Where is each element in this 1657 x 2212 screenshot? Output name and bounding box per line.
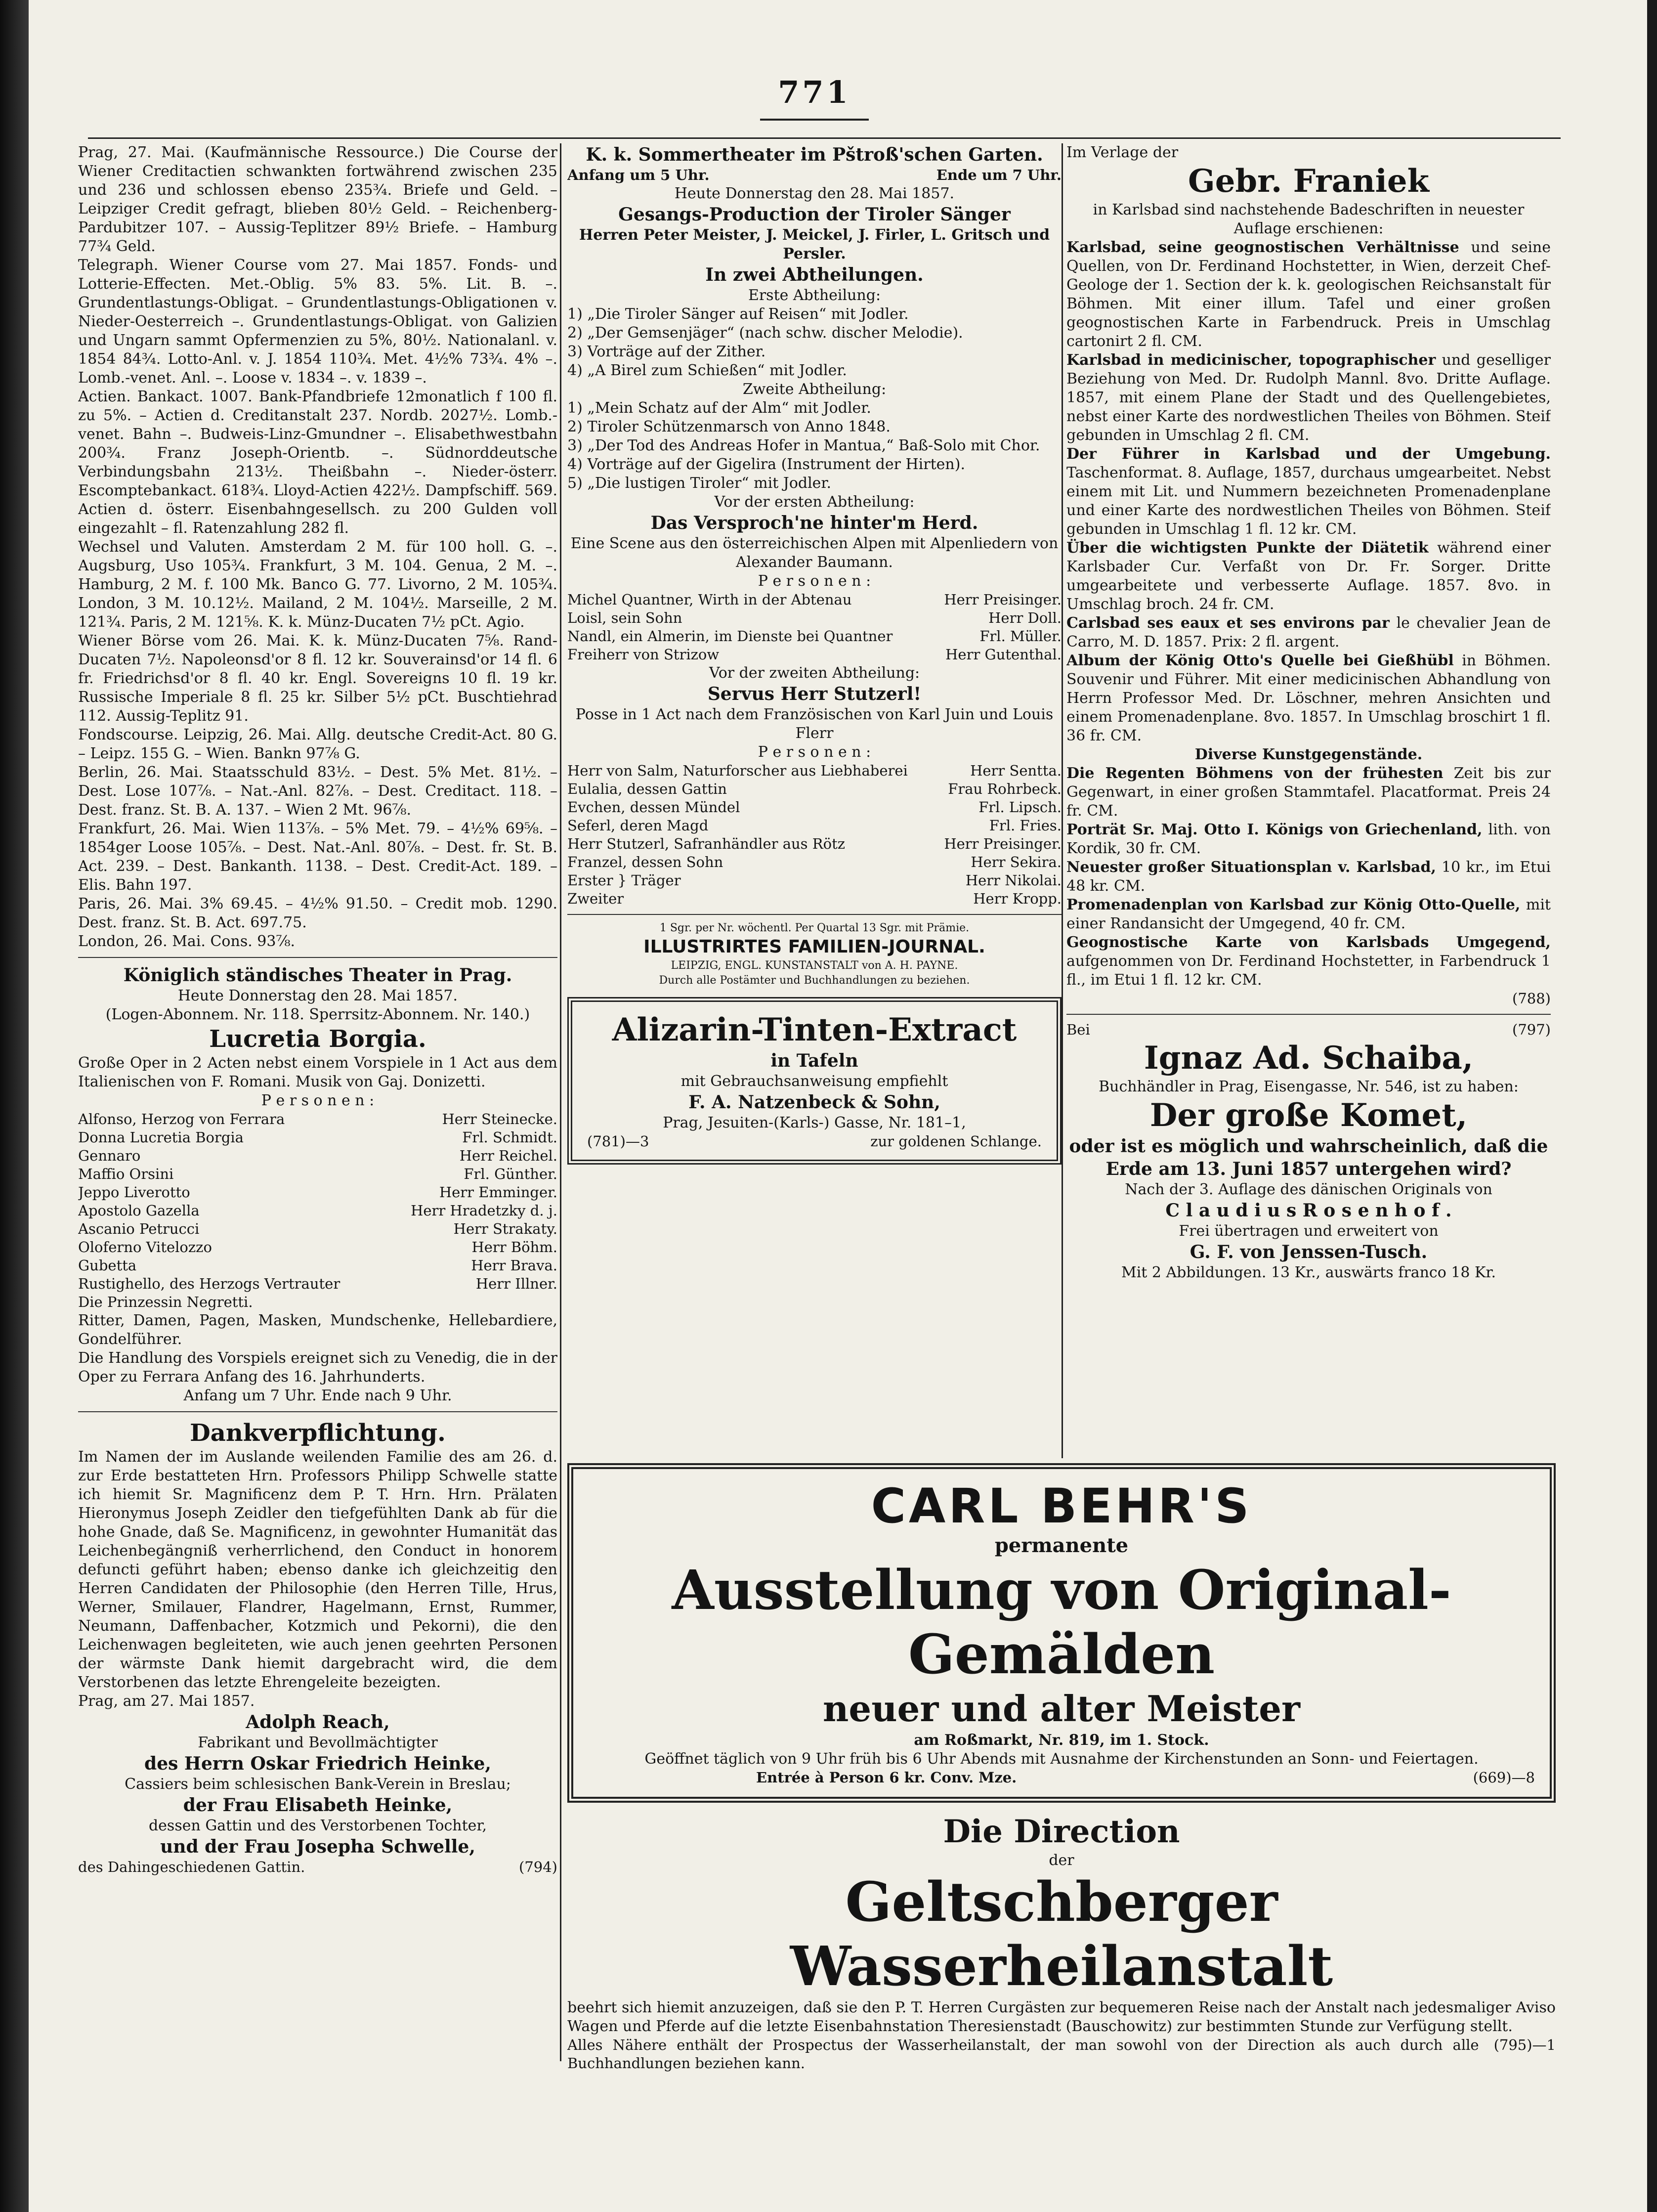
book-item: Über die wichtigsten Punkte der Diätetik während einer Karlsbader Cur. Verfaßt von Dr. Fr. Sorger. Dritte umgearbeitete und verbesserte Auflage. 1857. 8vo. in Umschlag broch. 24 fr. CM. bbox=[1066, 539, 1551, 613]
cast-row: Ascanio Petrucci Herr Strakaty. bbox=[78, 1220, 557, 1237]
book-item: Neuester großer Situationsplan v. Karlsbad, 10 kr., im Etui 48 kr. CM. bbox=[1066, 859, 1551, 895]
cast-row: Zweiter Herr Kropp. bbox=[567, 890, 1062, 907]
comet-source: Nach der 3. Auflage des dänischen Originals von bbox=[1125, 1181, 1492, 1198]
book-list bbox=[1066, 238, 1551, 990]
ink-address: Prag, Jesuiten-(Karls-) Gasse, Nr. 181–1, bbox=[663, 1114, 966, 1131]
cast-row: Donna Lucretia Borgia Frl. Schmidt. bbox=[78, 1129, 557, 1146]
play2-title: Servus Herr Stutzerl! bbox=[707, 684, 922, 704]
cast-row: Rustighello, des Herzogs Vertrauter Herr Illner. bbox=[78, 1275, 557, 1292]
cast-row: Michel Quantner, Wirth in der Abtenau Herr Preisinger. bbox=[567, 591, 1062, 608]
book-item: Die Regenten Böhmens von der frühesten Zeit bis zur Gegenwart, in einer großen Stammtafel. Placatformat. Preis 24 fr. CM. bbox=[1066, 765, 1551, 820]
publisher-ad bbox=[1066, 143, 1551, 1008]
market-telegraph: Telegraph. Wiener Course vom 27. Mai 1857. Fonds- und Lotterie-Effecten. Met.-Oblig. 5% 83. 5%. Lit. B. –. Grundentlastungs-Obligat. – Grundentlastungs-Obligationen v. Nieder-Oesterreich –. Grundentlastungs-Obligat. von Galizien und Ungarn sammt Opfermenzien zu 5%, 80½. Nationalanl. v. 1854 84¾. Lotto-Anl. v. J. 1854 110¾. Met. 4½% 73¾. 4% –. Lomb.-venet. Anl. –. Loose v. 1834 –. v. 1839 –. bbox=[78, 257, 557, 387]
cast-row: Erster } Träger Herr Nikolai. bbox=[567, 872, 1062, 889]
comet-author: C l a u d i u s R o s e n h o f . bbox=[1165, 1200, 1452, 1221]
thanks-signer: Adolph Reach, bbox=[246, 1712, 390, 1733]
book-item: Porträt Sr. Maj. Otto I. Königs von Griechenland, lith. von Kordik, 30 fr. CM. bbox=[1066, 821, 1551, 857]
wasserheilanstalt-ad bbox=[567, 1813, 1556, 2073]
publisher-subtitle: in Karlsbad sind nachstehende Badeschriften in neuester Auflage erschienen: bbox=[1093, 201, 1525, 237]
opera-title: Lucretia Borgia. bbox=[209, 1025, 426, 1053]
play1-description: Eine Scene aus den österreichischen Alpen mit Alpenliedern von Alexander Baumann. bbox=[570, 535, 1059, 571]
cast-heading: P e r s o n e n : bbox=[261, 1092, 375, 1109]
thanks-signer: und der Frau Josepha Schwelle, bbox=[160, 1836, 475, 1857]
newspaper-page bbox=[29, 0, 1647, 2212]
market-prag: Prag, 27. Mai. (Kaufmännische Ressource.) Die Course der Wiener Creditactien schwankten fortwährend zwischen 235 und 236 und schlossen ebenso 235¾. Briefe und Geld. – Leipziger Credit gefragt, blieben 80½ Geld. – Reichenberg-Pardubitzer 107. – Aussig-Teplitzer 89½ Briefe. – Hamburg 77¾ Geld. bbox=[78, 144, 557, 255]
comet-ad-header: Bei (797) bbox=[1066, 1021, 1551, 1038]
book-section-heading: Diverse Kunstgegenstände. bbox=[1194, 746, 1423, 763]
cast-list bbox=[78, 1110, 557, 1311]
thanks-signer: des Herrn Oskar Friedrich Heinke, bbox=[144, 1753, 491, 1774]
ink-recommend: mit Gebrauchsanweisung empfiehlt bbox=[680, 1073, 948, 1090]
book-item: Carlsbad ses eaux et ses environs par le chevalier Jean de Carro, M. D. 1857. Prix: 2 fl. argent. bbox=[1066, 614, 1551, 651]
program-item: 5) „Die lustigen Tiroler“ mit Jodler. bbox=[567, 475, 832, 492]
theater-date: Heute Donnerstag den 28. Mai 1857. bbox=[177, 987, 458, 1004]
program-item: 1) „Mein Schatz auf der Alm“ mit Jodler. bbox=[567, 399, 871, 417]
cast-row: Herr Stutzerl, Safranhändler aus Rötz Herr Preisinger. bbox=[567, 835, 1062, 852]
ink-firm: F. A. Natzenbeck & Sohn, bbox=[688, 1092, 940, 1113]
thanks-signer-role: Fabrikant und Bevollmächtigter bbox=[198, 1734, 438, 1751]
cast-row: Freiherr von Strizow Herr Gutenthal. bbox=[567, 646, 1062, 663]
ink-title: Alizarin-Tinten-Extract bbox=[612, 1011, 1017, 1048]
comet-question: oder ist es möglich und wahrscheinlich, daß die Erde am 13. Juni 1857 untergehen wird? bbox=[1069, 1136, 1548, 1179]
summer-date: Heute Donnerstag den 28. Mai 1857. bbox=[674, 185, 955, 202]
program-item: 4) „A Birel zum Schießen“ mit Jodler. bbox=[567, 362, 847, 379]
header-rule bbox=[88, 137, 1561, 139]
first-part-label: Erste Abtheilung: bbox=[748, 287, 881, 304]
comet-price: Mit 2 Abbildungen. 13 Kr., auswärts franco 18 Kr. bbox=[1121, 1264, 1496, 1281]
bottom-ads bbox=[567, 1463, 1556, 2073]
cast-row: Seferl, deren Magd Frl. Fries. bbox=[567, 817, 1062, 834]
cast-row: Gubetta Herr Brava. bbox=[78, 1257, 557, 1274]
cast-row: Alfonso, Herzog von Ferrara Herr Steinecke. bbox=[78, 1111, 557, 1128]
cast-row: Apostolo Gazella Herr Hradetzky d. j. bbox=[78, 1202, 557, 1219]
ink-ad bbox=[567, 997, 1062, 1165]
summer-performers: Herren Peter Meister, J. Meickel, J. Firler, L. Gritsch und Persler. bbox=[579, 226, 1050, 262]
program-item: 2) „Der Gemsenjäger“ (nach schw. discher Melodie). bbox=[567, 324, 963, 342]
second-part-label: Zweite Abtheilung: bbox=[742, 381, 887, 398]
comet-title: Der große Komet, bbox=[1149, 1097, 1468, 1134]
thanks-signer-role: Cassiers beim schlesischen Bank-Verein in Breslau; bbox=[125, 1776, 511, 1793]
carl-behr-exhibition: Ausstellung von Original-Gemälden bbox=[672, 1558, 1451, 1686]
wasserheilanstalt-footer: Alles Nähere enthält der Prospectus der Wasserheilanstalt, der man sowohl von der Direction als auch durch alle Buchhandlungen beziehen kann. (795)—1 bbox=[567, 2037, 1556, 2072]
journal-availability: Durch alle Postämter und Buchhandlungen zu beziehen. bbox=[659, 974, 970, 987]
carl-behr-name: CARL BEHR'S bbox=[871, 1478, 1252, 1534]
bookseller-name: Ignaz Ad. Schaiba, bbox=[1144, 1040, 1474, 1077]
thanks-signer-role: dessen Gattin und des Verstorbenen Tochter, bbox=[148, 1817, 487, 1834]
journal-title: ILLUSTRIRTES FAMILIEN-JOURNAL. bbox=[643, 937, 985, 957]
program-item: 1) „Die Tiroler Sänger auf Reisen“ mit Jodler. bbox=[567, 305, 909, 323]
cast-row: Franzel, dessen Sohn Herr Sekira. bbox=[567, 854, 1062, 870]
opera-extras: Ritter, Damen, Pagen, Masken, Mundschenke, Hellebardiere, Gondelführer. bbox=[78, 1312, 557, 1348]
direction-title: Die Direction bbox=[943, 1813, 1180, 1850]
cast-row: Herr von Salm, Naturforscher aus Liebhaberei Herr Sentta. bbox=[567, 762, 1062, 779]
summer-parts: In zwei Abtheilungen. bbox=[705, 264, 924, 285]
cast-row: Jeppo Liverotto Herr Emminger. bbox=[78, 1184, 557, 1201]
market-leipzig: Fondscourse. Leipzig, 26. Mai. Allg. deutsche Credit-Act. 80 G. – Leipz. 155 G. – Wien. Bankn 97⅞ G. bbox=[78, 726, 557, 762]
cast-row: Gennaro Herr Reichel. bbox=[78, 1147, 557, 1164]
before-first-label: Vor der ersten Abtheilung: bbox=[714, 493, 915, 511]
publisher-name: Gebr. Franiek bbox=[1188, 163, 1429, 200]
journal-ad bbox=[567, 921, 1062, 988]
carl-behr-ad bbox=[567, 1463, 1556, 1803]
column-left bbox=[78, 143, 557, 2081]
thanks-date: Prag, am 27. Mai 1857. bbox=[78, 1692, 255, 1710]
journal-price: 1 Sgr. per Nr. wöchentl. Per Quartal 13 Sgr. mit Prämie. bbox=[659, 922, 970, 934]
summer-theater-announcement bbox=[567, 143, 1062, 908]
book-item: Karlsbad, seine geognostischen Verhältnisse und seine Quellen, von Dr. Ferdinand Hochstetter, in Wien, derzeit Chef-Geologe der 1. Section der k. k. geologischen Reichsanstalt für Böhmen. Mit einer illum. Tafel und einer großen geognostischen Karte in Farbendruck. Preis in Umschlag cartonirt 2 fl. CM. bbox=[1066, 239, 1551, 350]
market-frankfurt: Frankfurt, 26. Mai. Wien 113⅞. – 5% Met. 79. – 4½% 69⅝. – 1854ger Loose 105⅞. – Dest. Nat.-Anl. 80⅞. – Dest. fr. St. B. Act. 239. – Dest. Bankanth. 1138. – Dest. Credit-Act. 189. – Elis. Bahn 197. bbox=[78, 820, 557, 894]
thanks-title: Dankverpflichtung. bbox=[190, 1419, 446, 1447]
publisher-ad-number: (788) bbox=[1512, 990, 1551, 1007]
carl-behr-hours: Geöffnet täglich von 9 Uhr früh bis 6 Uhr Abends mit Ausnahme der Kirchenstunden an Sonn- und Feiertagen. bbox=[644, 1750, 1479, 1768]
market-berlin: Berlin, 26. Mai. Staatsschuld 83½. – Dest. 5% Met. 81½. – Dest. Lose 107⅞. – Nat.-Anl. 82⅞. – Dest. Creditact. 118. – Dest. franz. St. B. A. 137. – Wien 2 Mt. 96⅞. bbox=[78, 764, 557, 819]
publisher-intro: Im Verlage der bbox=[1066, 144, 1179, 161]
summer-theater-title: K. k. Sommertheater im Pštroß'schen Garten. bbox=[586, 144, 1043, 165]
market-london: London, 26. Mai. Cons. 93⅞. bbox=[78, 933, 296, 950]
comet-ad bbox=[1066, 1021, 1551, 1282]
opera-note: Die Handlung des Vorspiels ereignet sich zu Venedig, die in der Oper zu Ferrara Anfang des 16. Jahrhunderts. bbox=[78, 1349, 557, 1386]
program-item: 3) Vorträge auf der Zither. bbox=[567, 343, 766, 360]
market-actien: Actien. Bankact. 1007. Bank-Pfandbriefe 12monatlich f 100 fl. zu 5%. – Actien d. Creditanstalt 237. Nordb. 2027½. Lomb.-venet. Bahn –. Budweis-Linz-Gmundner –. Elisabethwestbahn 200¾. Franz Joseph-Orientb. –. Südnorddeutsche Verbindungsbahn 213½. Theißbahn –. Nieder-österr. Escomptebankact. 618¾. Lloyd-Actien 422½. Dampfschiff. 569. Actien d. österr. Eisenbahngesellsch. zu 200 Gulden voll eingezahlt – fl. Ratenzahlung 282 fl. bbox=[78, 388, 557, 537]
thanks-signer: der Frau Elisabeth Heinke, bbox=[183, 1795, 453, 1816]
before-second-label: Vor der zweiten Abtheilung: bbox=[709, 664, 920, 682]
thanks-notice bbox=[78, 1418, 557, 1876]
ink-subtitle: in Tafeln bbox=[770, 1050, 858, 1071]
carl-behr-permanent: permanente bbox=[994, 1534, 1129, 1557]
book-item: Promenadenplan von Karlsbad zur König Otto-Quelle, mit einer Randansicht der Umgegend, 40 fr. CM. bbox=[1066, 896, 1551, 932]
page-number: 771 bbox=[778, 74, 851, 110]
cast-row: Oloferno Vitelozzo Herr Böhm. bbox=[78, 1239, 557, 1256]
play1-title: Das Versproch'ne hinter'm Herd. bbox=[650, 513, 978, 533]
cast-heading: P e r s o n e n : bbox=[758, 572, 871, 590]
opera-description: Große Oper in 2 Acten nebst einem Vorspiele in 1 Act aus dem Italienischen von F. Romani. Musik von Gaj. Donizetti. bbox=[78, 1054, 557, 1090]
theater-announcement bbox=[78, 964, 557, 1405]
cast-row: Eulalia, dessen Gattin Frau Rohrbeck. bbox=[567, 781, 1062, 797]
thanks-footer: des Dahingeschiedenen Gattin. (794) bbox=[78, 1859, 557, 1875]
comet-translator-label: Frei übertragen und erweitert von bbox=[1179, 1222, 1439, 1240]
cast-row: Maffio Orsini Frl. Günther. bbox=[78, 1166, 557, 1182]
book-spine bbox=[0, 0, 29, 2212]
cast-row: Evchen, dessen Mündel Frl. Lipsch. bbox=[567, 799, 1062, 816]
book-item: Album der König Otto's Quelle bei Gießhübl in Böhmen. Souvenir und Führer. Mit einer medicinischen Abhandlung von Herrn Professor Med. Dr. Löschner, mehren Ansichten und einem Promenadenplane. 8vo. 1857. In Umschlag broschirt 1 fl. 36 fr. CM. bbox=[1066, 652, 1551, 744]
ink-footer: (781)—3 zur goldenen Schlange. bbox=[587, 1133, 1042, 1150]
divider bbox=[78, 957, 557, 958]
carl-behr-address: am Roßmarkt, Nr. 819, im 1. Stock. bbox=[914, 1732, 1209, 1749]
wasserheilanstalt-name: Geltschberger Wasserheilanstalt bbox=[790, 1870, 1333, 1998]
program-item: 4) Vorträge auf der Gigelira (Instrument der Hirten). bbox=[567, 456, 965, 473]
divider bbox=[567, 914, 1062, 915]
divider bbox=[78, 1411, 557, 1412]
cast-row: Die Prinzessin Negretti. bbox=[78, 1294, 253, 1310]
program-item: 3) „Der Tod des Andreas Hofer in Mantua,“ Baß-Solo mit Chor. bbox=[567, 437, 1040, 454]
book-item: Der Führer in Karlsbad und der Umgebung. Taschenformat. 8. Auflage, 1857, durchaus umgearbeitet. Nebst einem mit Lit. und Nummern bezeichneten Promenadenplane und einer Karte des nordwestlichen Theiles von Böhmen. Steif gebunden in Umschlag 1 fl. 12 kr. CM. bbox=[1066, 445, 1551, 538]
bookseller-address: Buchhändler in Prag, Eisengasse, Nr. 546, ist zu haben: bbox=[1099, 1078, 1519, 1095]
cast-row: Loisl, sein Sohn Herr Doll. bbox=[567, 609, 1062, 626]
cast-row: Nandl, ein Almerin, im Dienste bei Quantner Frl. Müller. bbox=[567, 628, 1062, 645]
opera-times: Anfang um 7 Uhr. Ende nach 9 Uhr. bbox=[183, 1387, 452, 1404]
book-item: Geognostische Karte von Karlsbads Umgegend, aufgenommen von Dr. Ferdinand Hochstetter, in Farbendruck 1 fl., im Etui 1 fl. 12 kr. CM. bbox=[1066, 934, 1551, 989]
summer-times: Anfang um 5 Uhr. Ende um 7 Uhr. bbox=[567, 167, 1062, 183]
market-report bbox=[78, 143, 557, 951]
thanks-body: Im Namen der im Auslande weilenden Familie des am 26. d. zur Erde bestatteten Hrn. Professors Philipp Schwelle statte ich hiemit Sr. Magnificenz dem P. T. Hrn. Hrn. Prälaten Hieronymus Joseph Zeidler den tiefgefühlten Dank ab für die hohe Gnade, daß Se. Magnificenz, in gewohnter Humanität das Leichenbegängniß verherrlichend, den Conduct in honorem defuncti geführt haben; ebenso danke ich gleichzeitig den Herren Candidaten der Philosophie (den Herren Tille, Hrus, Werner, Smilauer, Flandrer, Hagelmann, Ernst, Rummer, Neumann, Daffenbacher, Kotzmich und Pekorni), die den Leichenwagen begleiteten, wie auch jenen geehrten Personen der wärmste Dank hiemit dargebracht wird, die dem Verstorbenen das letzte Ehrengeleite bezeigten. bbox=[78, 1448, 557, 1691]
market-paris: Paris, 26. Mai. 3% 69.45. – 4½% 91.50. – Credit mob. 1290. Dest. franz. St. B. Act. 697.75. bbox=[78, 895, 557, 931]
wasserheilanstalt-body: beehrt sich hiemit anzuzeigen, daß sie den P. T. Herren Curgästen zur bequemeren Reise nach der Anstalt nach jedesmaliger Aviso Wagen und Pferde auf die letzte Eisenbahnstation Theresienstadt (Bauschowitz) zur bestimmten Stunde zur Verfügung stellt. bbox=[567, 1999, 1556, 2035]
comet-translator: G. F. von Jenssen-Tusch. bbox=[1190, 1242, 1428, 1262]
program-item: 2) Tiroler Schützenmarsch von Anno 1848. bbox=[567, 418, 891, 435]
theater-abonnement: (Logen-Abonnem. Nr. 118. Sperrsitz-Abonnem. Nr. 140.) bbox=[105, 1006, 530, 1023]
column-divider-left bbox=[560, 143, 561, 2061]
cast-heading: P e r s o n e n : bbox=[758, 743, 871, 761]
column-middle bbox=[567, 143, 1062, 1295]
direction-der: der bbox=[1049, 1852, 1074, 1869]
page-number-rule bbox=[760, 119, 869, 121]
carl-behr-footer: Entrée à Person 6 kr. Conv. Mze. (669)—8 bbox=[756, 1769, 1535, 1786]
column-right bbox=[1066, 143, 1551, 1458]
market-wiener-boerse: Wiener Börse vom 26. Mai. K. k. Münz-Ducaten 7⅝. Rand-Ducaten 7½. Napoleonsd'or 8 fl. 12 kr. Souverainsd'or 14 fl. 6 fr. Friedrichsd'or 8 fl. 40 kr. Engl. Sovereigns 10 fl. 19 kr. Russische Imperiale 8 fl. 25 kr. Silber 5½ pCt. Buschtiehrad 112. Aussig-Teplitz 91. bbox=[78, 632, 557, 725]
carl-behr-masters: neuer und alter Meister bbox=[823, 1688, 1300, 1730]
theater-title: Königlich ständisches Theater in Prag. bbox=[123, 965, 512, 986]
market-wechsel: Wechsel und Valuten. Amsterdam 2 M. für 100 holl. G. –. Augsburg, Uso 105¾. Frankfurt, 3 M. 104. Genua, 2 M. –. Hamburg, 2 M. f. 100 Mk. Banco G. 77. Livorno, 2 M. 105¾. London, 3 M. 10.12½. Mailand, 2 M. 104½. Marseille, 2 M. 121¾. Paris, 2 M. 121⅝. K. k. Münz-Ducaten 7½ pCt. Agio. bbox=[78, 538, 557, 631]
summer-headline: Gesangs-Production der Tiroler Sänger bbox=[618, 204, 1011, 225]
journal-publisher: LEIPZIG, ENGL. KUNSTANSTALT von A. H. PAYNE. bbox=[671, 959, 958, 972]
divider bbox=[1066, 1014, 1551, 1015]
play2-description: Posse in 1 Act nach dem Französischen von Karl Juin und Louis Flerr bbox=[575, 706, 1054, 742]
column-divider-right bbox=[1062, 143, 1063, 1458]
book-item: Karlsbad in medicinischer, topographischer und geselliger Beziehung von Med. Dr. Rudolph Mannl. 8vo. Dritte Auflage. 1857, mit einem Plane der Stadt und des Quellengebietes, nebst einer Karte des nordwestlichen Theiles von Böhmen. Steif gebunden in Umschlag 2 fl. CM. bbox=[1066, 351, 1551, 444]
